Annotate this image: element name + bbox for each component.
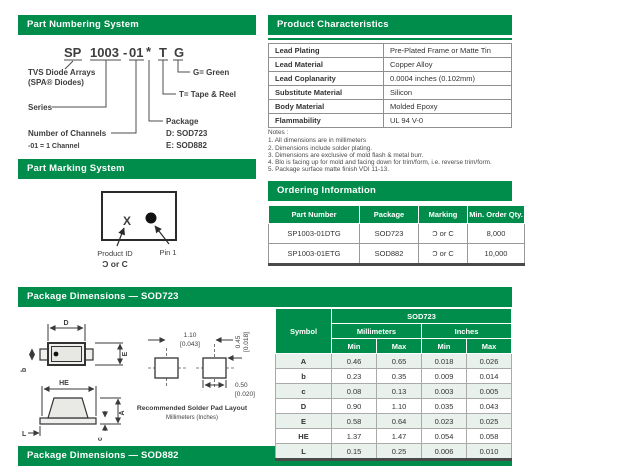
callout-tape: T= Tape & Reel bbox=[179, 90, 236, 99]
cell-mm-min: 0.90 bbox=[332, 399, 377, 414]
col-mm-max: Max bbox=[377, 339, 422, 354]
col-inches: Inches bbox=[422, 324, 512, 339]
section-header-ordering bbox=[268, 181, 512, 201]
divider-line bbox=[268, 38, 512, 40]
section-title: Ordering Information bbox=[277, 185, 376, 196]
sod723-dimensions-table bbox=[275, 308, 512, 461]
cell-in-max: 0.014 bbox=[467, 369, 512, 384]
col-min-order-qty: Min. Order Qty. bbox=[468, 206, 525, 224]
solder-pad-right bbox=[203, 358, 226, 378]
part-code-series: 1003 bbox=[90, 45, 119, 60]
note-item: 2. Dimensions include solder plating. bbox=[268, 144, 373, 152]
callout-channels: Number of Channels bbox=[28, 129, 107, 138]
package-name-header: SOD723 bbox=[332, 309, 512, 324]
col-symbol: Symbol bbox=[276, 309, 332, 354]
char-label: Substitute Material bbox=[269, 86, 384, 100]
table-row bbox=[269, 44, 512, 58]
pad-span-in: [0.020] bbox=[235, 391, 255, 398]
body-side-view bbox=[48, 398, 88, 418]
cell-mm-max: 1.47 bbox=[377, 429, 422, 444]
note-item: 1. All dimensions are in millimeters bbox=[268, 137, 367, 145]
callout-channels-note: -01 = 1 Channel bbox=[28, 143, 80, 150]
pin1-dot bbox=[54, 352, 59, 357]
cell-mm-max: 0.35 bbox=[377, 369, 422, 384]
note-item: 5. Package surface matte finish VDI 11-13. bbox=[268, 166, 390, 174]
char-label: Flammability bbox=[269, 114, 384, 128]
char-value: Silicon bbox=[384, 86, 512, 100]
cell-in-min: 0.009 bbox=[422, 369, 467, 384]
cell-in-min: 0.003 bbox=[422, 384, 467, 399]
table-row bbox=[276, 369, 512, 384]
product-id-label: Product ID bbox=[97, 249, 133, 258]
part-code-star: * bbox=[146, 44, 152, 59]
pad-width-in: [0.018] bbox=[243, 332, 250, 352]
char-label: Body Material bbox=[269, 100, 384, 114]
cell-symbol: b bbox=[276, 369, 332, 384]
dim-label-b: b bbox=[21, 367, 28, 373]
pad-layout-caption-sub: Millimeters (Inches) bbox=[165, 415, 219, 421]
callout-package: Package bbox=[166, 117, 199, 126]
cell-in-max: 0.058 bbox=[467, 429, 512, 444]
part-code-dash: - bbox=[123, 45, 128, 60]
cell-marking: Ɔ or C bbox=[419, 244, 468, 265]
section-title: Part Numbering System bbox=[27, 19, 139, 30]
cell-mm-min: 0.23 bbox=[332, 369, 377, 384]
lead-left bbox=[40, 349, 48, 360]
cell-qty: 8,000 bbox=[468, 224, 525, 244]
table-row bbox=[276, 414, 512, 429]
table-row bbox=[269, 58, 512, 72]
table-header-row bbox=[276, 309, 512, 324]
cell-package: SOD882 bbox=[360, 244, 419, 265]
cell-qty: 10,000 bbox=[468, 244, 525, 265]
table-row bbox=[276, 399, 512, 414]
note-item: 4. Blo is facing up for mold and facing down for trim/form, i.e. reverse trim/form. bbox=[268, 159, 492, 167]
notes-heading: Notes : bbox=[268, 129, 289, 136]
cell-mm-max: 0.13 bbox=[377, 384, 422, 399]
dim-label-a: A bbox=[119, 410, 126, 416]
cell-mm-max: 0.64 bbox=[377, 414, 422, 429]
cell-mm-min: 1.37 bbox=[332, 429, 377, 444]
callout-package-d: D: SOD723 bbox=[166, 129, 208, 138]
cell-symbol: A bbox=[276, 354, 332, 369]
char-value: Molded Epoxy bbox=[384, 100, 512, 114]
section-header-product-characteristics bbox=[268, 15, 512, 35]
table-row bbox=[269, 100, 512, 114]
table-row bbox=[269, 224, 525, 244]
dim-label-c: c bbox=[97, 437, 104, 441]
cell-symbol: HE bbox=[276, 429, 332, 444]
col-millimeters: Millimeters bbox=[332, 324, 422, 339]
char-label: Lead Material bbox=[269, 58, 384, 72]
dim-label-he: HE bbox=[59, 380, 69, 387]
solder-pad-left bbox=[155, 358, 178, 378]
cell-mm-max: 0.65 bbox=[377, 354, 422, 369]
pad-width-mm: 0.45 bbox=[235, 335, 242, 349]
callout-series: Series bbox=[28, 103, 53, 112]
cell-symbol: L bbox=[276, 444, 332, 460]
section-header-part-marking bbox=[18, 159, 256, 179]
notes-block bbox=[268, 129, 528, 174]
col-in-max: Max bbox=[467, 339, 512, 354]
cell-in-min: 0.023 bbox=[422, 414, 467, 429]
marking-codes: Ɔ or C bbox=[102, 259, 128, 269]
part-numbering-diagram bbox=[18, 38, 263, 158]
table-row bbox=[269, 86, 512, 100]
col-in-min: Min bbox=[422, 339, 467, 354]
section-title: Product Characteristics bbox=[277, 19, 389, 30]
table-row bbox=[269, 72, 512, 86]
ordering-table bbox=[268, 205, 525, 266]
cell-mm-max: 0.25 bbox=[377, 444, 422, 460]
cell-in-min: 0.035 bbox=[422, 399, 467, 414]
cell-mm-max: 1.10 bbox=[377, 399, 422, 414]
cell-part-number: SP1003-01ETG bbox=[269, 244, 360, 265]
section-header-part-numbering bbox=[18, 15, 256, 35]
char-value: UL 94 V-0 bbox=[384, 114, 512, 128]
cell-symbol: D bbox=[276, 399, 332, 414]
part-code-tape: T bbox=[159, 45, 167, 60]
section-title: Package Dimensions — SOD723 bbox=[27, 291, 179, 302]
cell-in-max: 0.005 bbox=[467, 384, 512, 399]
char-label: Lead Plating bbox=[269, 44, 384, 58]
section-header-dims-sod723 bbox=[18, 287, 512, 307]
pin1-dot bbox=[146, 213, 157, 224]
cell-in-min: 0.018 bbox=[422, 354, 467, 369]
part-code-channels: 01 bbox=[129, 45, 144, 60]
dim-label-l: L bbox=[22, 431, 27, 438]
cell-package: SOD723 bbox=[360, 224, 419, 244]
part-code-green: G bbox=[174, 45, 185, 60]
product-characteristics-table bbox=[268, 43, 512, 128]
col-marking: Marking bbox=[419, 206, 468, 224]
marking-x: X bbox=[122, 214, 132, 228]
pad-layout-caption: Recommended Solder Pad Layout bbox=[136, 405, 248, 412]
cell-mm-min: 0.46 bbox=[332, 354, 377, 369]
pad-span-mm: 0.50 bbox=[235, 382, 248, 389]
cell-mm-min: 0.58 bbox=[332, 414, 377, 429]
table-row bbox=[276, 444, 512, 460]
section-title: Package Dimensions — SOD882 bbox=[27, 450, 179, 461]
part-code-prefix: SP bbox=[64, 45, 82, 60]
pad-pitch-in: [0.043] bbox=[180, 341, 200, 348]
cell-part-number: SP1003-01DTG bbox=[269, 224, 360, 244]
cell-symbol: E bbox=[276, 414, 332, 429]
table-row bbox=[276, 384, 512, 399]
note-item: 3. Dimensions are exclusive of mold flash & metal burr. bbox=[268, 151, 424, 159]
char-value: Pre-Plated Frame or Matte Tin bbox=[384, 44, 512, 58]
callout-tvs-line1: TVS Diode Arrays bbox=[28, 68, 96, 77]
callout-tvs-line2: (SPA® Diodes) bbox=[28, 78, 84, 87]
cell-in-max: 0.025 bbox=[467, 414, 512, 429]
cell-in-min: 0.054 bbox=[422, 429, 467, 444]
lead-base bbox=[40, 418, 96, 424]
col-mm-min: Min bbox=[332, 339, 377, 354]
pad-pitch-mm: 1.10 bbox=[183, 332, 197, 339]
cell-mm-min: 0.15 bbox=[332, 444, 377, 460]
callout-package-e: E: SOD882 bbox=[166, 141, 207, 150]
sod723-package-drawing bbox=[20, 310, 270, 444]
table-row bbox=[276, 354, 512, 369]
section-title: Part Marking System bbox=[27, 163, 125, 174]
callout-green: G= Green bbox=[193, 68, 230, 77]
table-header-row bbox=[269, 206, 525, 224]
cell-mm-min: 0.08 bbox=[332, 384, 377, 399]
table-row bbox=[269, 114, 512, 128]
pin1-label: Pin 1 bbox=[159, 248, 177, 257]
dim-label-e: E bbox=[122, 351, 129, 357]
char-label: Lead Coplanarity bbox=[269, 72, 384, 86]
char-value: 0.0004 inches (0.102mm) bbox=[384, 72, 512, 86]
part-marking-diagram bbox=[18, 182, 263, 274]
char-value: Copper Alloy bbox=[384, 58, 512, 72]
table-row bbox=[276, 429, 512, 444]
dim-label-d: D bbox=[63, 320, 69, 327]
package-outline bbox=[102, 192, 176, 240]
cell-in-min: 0.006 bbox=[422, 444, 467, 460]
cell-marking: Ɔ or C bbox=[419, 224, 468, 244]
lead-right bbox=[85, 349, 93, 360]
table-row bbox=[269, 244, 525, 265]
col-package: Package bbox=[360, 206, 419, 224]
cell-in-max: 0.043 bbox=[467, 399, 512, 414]
col-part-number: Part Number bbox=[269, 206, 360, 224]
cell-symbol: c bbox=[276, 384, 332, 399]
cell-in-max: 0.026 bbox=[467, 354, 512, 369]
cell-in-max: 0.010 bbox=[467, 444, 512, 460]
